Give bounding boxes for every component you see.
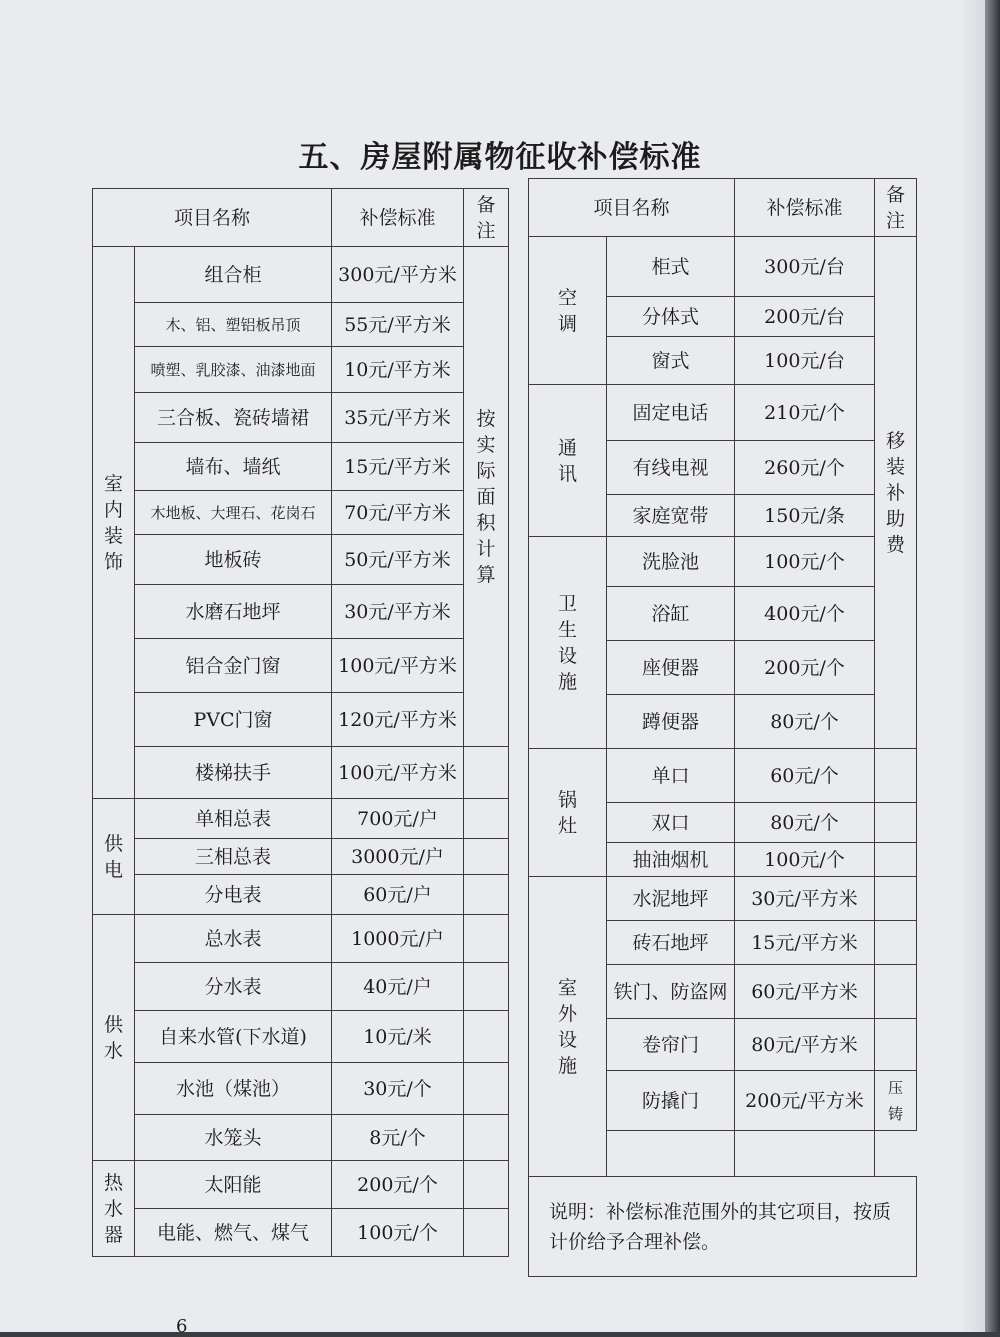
table-row xyxy=(529,749,917,803)
item-name-cell: 水池（煤池） xyxy=(135,1063,332,1115)
item-name-cell: 楼梯扶手 xyxy=(135,747,332,799)
category-cell: 热 水 器 xyxy=(93,1161,135,1257)
table-row xyxy=(93,747,509,799)
standard-cell: 55元/平方米 xyxy=(332,303,464,347)
standard-cell: 260元/个 xyxy=(735,441,875,495)
table-row xyxy=(529,385,917,441)
table-row xyxy=(93,799,509,839)
category-cell: 室 外 设 施 xyxy=(529,877,607,1177)
item-name-cell: 墙布、墙纸 xyxy=(135,443,332,491)
table-row xyxy=(93,1209,509,1257)
item-name-cell: 蹲便器 xyxy=(607,695,735,749)
standard-cell: 30元/平方米 xyxy=(735,877,875,921)
table-row xyxy=(93,1011,509,1063)
remark-cell-empty xyxy=(464,839,509,875)
note-text: 说明：补偿标准范围外的其它项目，按质计价给予合理补偿。 xyxy=(529,1177,917,1277)
standard-cell: 80元/个 xyxy=(735,695,875,749)
category-cell: 供 水 xyxy=(93,915,135,1161)
header-item-name: 项目名称 xyxy=(529,179,735,237)
page-edge xyxy=(985,0,1000,1332)
table-row xyxy=(93,491,509,535)
left-compensation-table xyxy=(92,188,509,1257)
item-name-cell: 单相总表 xyxy=(135,799,332,839)
table-row xyxy=(93,1161,509,1209)
remark-cell: 按 实 际 面 积 计 算 xyxy=(464,247,509,747)
item-name-cell: 太阳能 xyxy=(135,1161,332,1209)
item-name-cell: 水磨石地坪 xyxy=(135,585,332,639)
table-row xyxy=(93,393,509,443)
remark-extra-cell: 压 铸 xyxy=(875,1071,917,1131)
empty-cell xyxy=(607,1131,735,1177)
standard-cell: 400元/个 xyxy=(735,587,875,641)
header-standard: 补偿标准 xyxy=(735,179,875,237)
item-name-cell: 地板砖 xyxy=(135,535,332,585)
standard-cell: 80元/平方米 xyxy=(735,1019,875,1071)
item-name-cell: 分水表 xyxy=(135,963,332,1011)
item-name-cell: 柜式 xyxy=(607,237,735,297)
item-name-cell: 洗脸池 xyxy=(607,537,735,587)
item-name-cell: 总水表 xyxy=(135,915,332,963)
category-cell: 锅 灶 xyxy=(529,749,607,877)
table-row xyxy=(93,535,509,585)
empty-cell xyxy=(735,1131,875,1177)
standard-cell: 70元/平方米 xyxy=(332,491,464,535)
category-cell: 通 讯 xyxy=(529,385,607,537)
standard-cell: 200元/平方米 xyxy=(735,1071,875,1131)
remark-cell-empty xyxy=(875,877,917,921)
table-row xyxy=(93,693,509,747)
item-name-cell: 铁门、防盗网 xyxy=(607,965,735,1019)
remark-cell-empty xyxy=(464,747,509,799)
standard-cell: 100元/个 xyxy=(735,843,875,877)
standard-cell: 100元/个 xyxy=(332,1209,464,1257)
standard-cell: 35元/平方米 xyxy=(332,393,464,443)
item-name-cell: 单口 xyxy=(607,749,735,803)
header-standard: 补偿标准 xyxy=(332,189,464,247)
remark-cell-empty xyxy=(464,1063,509,1115)
table-row xyxy=(93,1063,509,1115)
remark-cell-empty xyxy=(875,921,917,965)
remark-cell-empty xyxy=(464,1011,509,1063)
remark-cell-empty xyxy=(464,1115,509,1161)
item-name-cell: 铝合金门窗 xyxy=(135,639,332,693)
item-name-cell: 抽油烟机 xyxy=(607,843,735,877)
item-name-cell: 窗式 xyxy=(607,337,735,385)
item-name-cell: 木、铝、塑铝板吊顶 xyxy=(135,303,332,347)
item-name-cell: 卷帘门 xyxy=(607,1019,735,1071)
item-name-cell: 水笼头 xyxy=(135,1115,332,1161)
header-item-name: 项目名称 xyxy=(93,189,332,247)
item-name-cell: 喷塑、乳胶漆、油漆地面 xyxy=(135,347,332,393)
page-title: 五、房屋附属物征收补偿标准 xyxy=(298,140,702,175)
table-row xyxy=(93,963,509,1011)
remark-cell-empty xyxy=(464,1209,509,1257)
standard-cell: 200元/个 xyxy=(332,1161,464,1209)
table-row xyxy=(93,247,509,303)
table-row xyxy=(93,1115,509,1161)
standard-cell: 80元/个 xyxy=(735,803,875,843)
item-name-cell: PVC门窗 xyxy=(135,693,332,747)
standard-cell: 60元/户 xyxy=(332,875,464,915)
remark-cell-empty xyxy=(464,1161,509,1209)
item-name-cell: 固定电话 xyxy=(607,385,735,441)
item-name-cell: 防撬门 xyxy=(607,1071,735,1131)
remark-cell-empty xyxy=(875,965,917,1019)
item-name-cell: 浴缸 xyxy=(607,587,735,641)
table-row xyxy=(93,585,509,639)
table-row xyxy=(93,443,509,491)
category-cell: 供 电 xyxy=(93,799,135,915)
category-cell: 室 内 装 饰 xyxy=(93,247,135,799)
item-name-cell: 分体式 xyxy=(607,297,735,337)
remark-cell-empty xyxy=(464,799,509,839)
standard-cell: 210元/个 xyxy=(735,385,875,441)
table-row xyxy=(529,877,917,921)
standard-cell: 100元/个 xyxy=(735,537,875,587)
item-name-cell: 三相总表 xyxy=(135,839,332,875)
standard-cell: 200元/个 xyxy=(735,641,875,695)
item-name-cell: 双口 xyxy=(607,803,735,843)
category-cell: 空 调 xyxy=(529,237,607,385)
remark-cell-empty xyxy=(464,875,509,915)
standard-cell: 300元/台 xyxy=(735,237,875,297)
remark-cell: 移 装 补 助 费 xyxy=(875,237,917,749)
standard-cell: 120元/平方米 xyxy=(332,693,464,747)
standard-cell: 10元/平方米 xyxy=(332,347,464,393)
header-remark: 备 注 xyxy=(875,179,917,237)
standard-cell: 10元/米 xyxy=(332,1011,464,1063)
right-compensation-table xyxy=(528,178,917,1277)
item-name-cell: 自来水管(下水道) xyxy=(135,1011,332,1063)
standard-cell: 15元/平方米 xyxy=(735,921,875,965)
standard-cell: 300元/平方米 xyxy=(332,247,464,303)
remark-cell-empty xyxy=(464,915,509,963)
standard-cell: 200元/台 xyxy=(735,297,875,337)
table-row xyxy=(93,915,509,963)
remark-cell-empty xyxy=(875,843,917,877)
standard-cell: 40元/户 xyxy=(332,963,464,1011)
standard-cell: 30元/个 xyxy=(332,1063,464,1115)
standard-cell: 8元/个 xyxy=(332,1115,464,1161)
table-row xyxy=(529,237,917,297)
standard-cell: 50元/平方米 xyxy=(332,535,464,585)
item-name-cell: 组合柜 xyxy=(135,247,332,303)
standard-cell: 60元/个 xyxy=(735,749,875,803)
table-row xyxy=(93,303,509,347)
item-name-cell: 砖石地坪 xyxy=(607,921,735,965)
table-row xyxy=(93,875,509,915)
standard-cell: 1000元/户 xyxy=(332,915,464,963)
category-cell: 卫 生 设 施 xyxy=(529,537,607,749)
item-name-cell: 三合板、瓷砖墙裙 xyxy=(135,393,332,443)
table-row xyxy=(93,639,509,693)
item-name-cell: 分电表 xyxy=(135,875,332,915)
item-name-cell: 家庭宽带 xyxy=(607,495,735,537)
remark-cell-empty xyxy=(875,749,917,803)
remark-cell-empty xyxy=(875,1019,917,1071)
page-number: 6 xyxy=(176,1316,188,1337)
standard-cell: 700元/户 xyxy=(332,799,464,839)
table-row xyxy=(529,537,917,587)
standard-cell: 100元/台 xyxy=(735,337,875,385)
standard-cell: 100元/平方米 xyxy=(332,639,464,693)
item-name-cell: 电能、燃气、煤气 xyxy=(135,1209,332,1257)
remark-cell-empty xyxy=(875,803,917,843)
standard-cell: 30元/平方米 xyxy=(332,585,464,639)
item-name-cell: 木地板、大理石、花岗石 xyxy=(135,491,332,535)
item-name-cell: 有线电视 xyxy=(607,441,735,495)
item-name-cell: 座便器 xyxy=(607,641,735,695)
header-remark: 备 注 xyxy=(464,189,509,247)
standard-cell: 3000元/户 xyxy=(332,839,464,875)
standard-cell: 60元/平方米 xyxy=(735,965,875,1019)
item-name-cell: 水泥地坪 xyxy=(607,877,735,921)
standard-cell: 150元/条 xyxy=(735,495,875,537)
table-row xyxy=(93,347,509,393)
standard-cell: 100元/平方米 xyxy=(332,747,464,799)
note-row xyxy=(529,1177,917,1277)
remark-cell-empty xyxy=(464,963,509,1011)
standard-cell: 15元/平方米 xyxy=(332,443,464,491)
table-row xyxy=(93,839,509,875)
